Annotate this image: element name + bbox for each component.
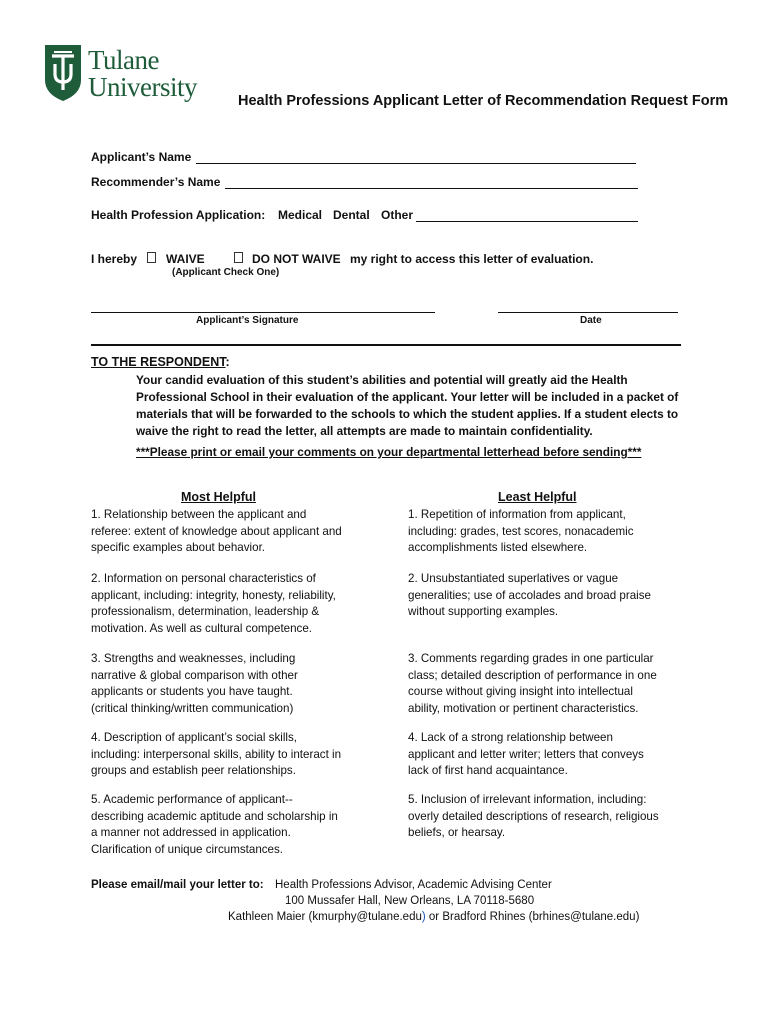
respondent-body-line: materials that will be forwarded to the schools to which the student applies. If a student elects to (136, 407, 679, 421)
contact-kathleen[interactable]: Kathleen Maier (kmurphy@tulane.edu (228, 911, 422, 923)
footer-line-2: 100 Mussafer Hall, New Orleans, LA 70118-5680 (285, 895, 535, 907)
respondent-body-line: waive the right to read the letter, all attempts are made to maintain confidentiality. (136, 424, 593, 438)
do-not-waive-label: DO NOT WAIVE (252, 252, 341, 266)
recommender-name-label: Recommender’s Name (91, 175, 221, 189)
respondent-body-line: Your candid evaluation of this student’s abilities and potential will greatly aid the Health (136, 373, 628, 387)
most-helpful-item-5: 5. Academic performance of applicant-- describing academic aptitude and scholarship in a manner not addressed in application. Clarification of unique circumstances. (91, 793, 338, 856)
signature-label: Applicant’s Signature (196, 315, 299, 326)
waive-checkbox[interactable] (147, 252, 156, 263)
form-title: Health Professions Applicant Letter of Recommendation Request Form (238, 93, 729, 109)
waiver-prefix: I hereby (91, 252, 138, 266)
respondent-heading (91, 355, 230, 369)
respondent-body (136, 372, 696, 440)
waiver-suffix: my right to access this letter of evaluation. (350, 252, 594, 266)
date-label: Date (580, 315, 602, 326)
option-dental[interactable]: Dental (333, 208, 370, 222)
section-divider (91, 344, 681, 346)
most-helpful-heading: Most Helpful (181, 490, 256, 504)
signature-line[interactable] (91, 312, 435, 313)
respondent-heading-text: TO THE RESPONDENT (91, 355, 226, 369)
least-helpful-item-2: 2. Unsubstantiated superlatives or vague generalities; use of accolades and broad praise without supporting examples. (408, 572, 651, 618)
least-helpful-item-4: 4. Lack of a strong relationship between applicant and letter writer; letters that conveys lack of first hand acquaintance. (408, 731, 644, 777)
most-helpful-item-3: 3. Strengths and weaknesses, including narrative & global comparison with other applicants or students you have taught. (critical thinking/written communication) (91, 652, 298, 715)
tulane-logo (44, 44, 219, 104)
footer-label: Please email/mail your letter to: (91, 879, 264, 891)
most-helpful-item-1: 1. Relationship between the applicant and referee: extent of knowledge about applicant and specific examples about behavior. (91, 508, 342, 554)
option-other[interactable]: Other (381, 208, 414, 222)
waiver-note: (Applicant Check One) (172, 267, 280, 278)
tulane-shield-icon (44, 44, 82, 102)
footer-line-1: Health Professions Advisor, Academic Advising Center (275, 879, 552, 891)
application-label: Health Profession Application: (91, 208, 266, 222)
least-helpful-item-5: 5. Inclusion of irrelevant information, including: overly detailed descriptions of research, religious beliefs, or hearsay. (408, 793, 659, 839)
least-helpful-item-1: 1. Repetition of information from applicant, including: grades, test scores, nonacademic accomplishments listed elsewhere. (408, 508, 634, 554)
applicant-name-label: Applicant’s Name (91, 150, 192, 164)
footer-line-3 (228, 911, 639, 923)
option-medical[interactable]: Medical (278, 208, 323, 222)
most-helpful-item-2: 2. Information on personal characteristics of applicant, including: integrity, honesty, reliability, professionalism, determination, leadership & motivation. As well as cultural competence. (91, 572, 336, 635)
least-helpful-heading: Least Helpful (498, 490, 577, 504)
contact-bradford[interactable]: or Bradford Rhines (brhines@tulane.edu) (425, 911, 640, 923)
logo-word-tulane: Tulane (88, 45, 160, 75)
recommender-name-field[interactable] (225, 188, 638, 189)
contact-paren: ) (421, 911, 426, 923)
date-line[interactable] (498, 312, 678, 313)
logo-word-university: University (88, 72, 197, 102)
do-not-waive-checkbox[interactable] (234, 252, 243, 263)
most-helpful-item-4: 4. Description of applicant’s social skills, including: interpersonal skills, ability to interact in groups and establish peer relationships. (91, 731, 342, 777)
waive-label: WAIVE (166, 252, 205, 266)
letterhead-instruction: ***Please print or email your comments on your departmental letterhead before sending*** (136, 445, 642, 459)
respondent-body-line: Professional School in their evaluation of the applicant. Your letter will be included in a packet of (136, 390, 679, 404)
other-application-field[interactable] (416, 221, 638, 222)
least-helpful-item-3: 3. Comments regarding grades in one particular class; detailed description of performance in one course without giving insight into intellectual ability, motivation or pertinent characteristics. (408, 652, 657, 715)
respondent-heading-colon: : (225, 355, 230, 369)
applicant-name-field[interactable] (196, 163, 636, 164)
